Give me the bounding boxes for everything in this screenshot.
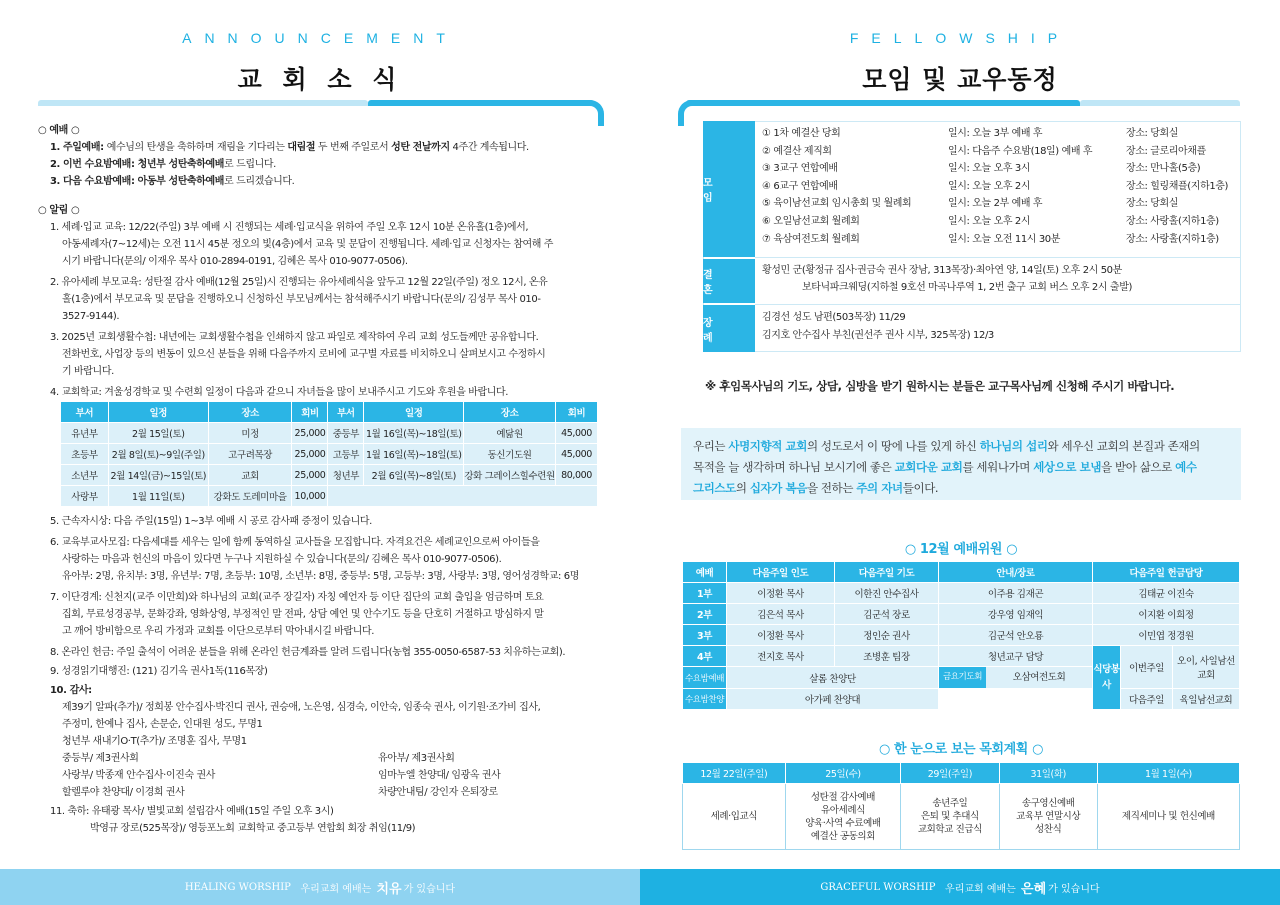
fellowship-title: 모임 및 교우동정: [862, 65, 1058, 94]
announcement-title: 교 회 소 식: [237, 65, 403, 94]
worship-line-1: 1. 주일예배: 예수님의 탄생을 축하하며 재림을 기다리는 대림절 두 번째 주일로서 성탄 전날까지 4주간 계속됩니다.: [50, 142, 529, 153]
wr-cell: 김은석 목사: [727, 604, 835, 625]
plan-th: 25일(수): [785, 763, 901, 784]
group-cell: 장소: 사랑홀(지하1층): [1126, 233, 1219, 245]
plan-title: ○ 한 눈으로 보는 목회계획 ○: [878, 742, 1044, 757]
wr-cell: 육일남선교회: [1173, 689, 1240, 710]
group-cell: ① 1차 예결산 당회: [762, 128, 841, 139]
wr-cell: 이정환 목사: [727, 625, 835, 646]
notice-9: 9. 성경읽기대행진: (121) 김기옥 권사1독(116목장): [50, 666, 268, 677]
edu-cell: 유년부: [61, 423, 109, 444]
group-cell: 일시: 오늘 오후 2시: [948, 180, 1031, 192]
plan-table: [682, 762, 1240, 850]
notice-2-line-2: 홀(1층)에서 부모교육 및 문답을 진행하오니 신청하신 부모님께서는 참석해주시기 바랍니다(문의/ 김성무 목사 010-: [62, 294, 541, 305]
edu-cell: 사랑부: [61, 486, 109, 507]
wr-cell: 1부: [683, 583, 727, 604]
notice-7-line-2: 집회, 무료성경공부, 문화강좌, 영화상영, 부정적인 말 전파, 상담 예언 및 안수기도 등을 단호히 거절하고 방심하지 말: [62, 609, 544, 620]
notice-11-line-1: 11. 축하: 유태광 목사/ 별빛교회 설립감사 예배(15일 주일 오후 3시): [50, 806, 334, 817]
thanks-row: 중등부/ 제3권사회 유아부/ 제3권사회: [62, 753, 455, 764]
wr-cell: 김태균 이진숙: [1093, 583, 1240, 604]
wr-cell: 청년교구 담당: [939, 646, 1093, 667]
wr-cell: 3부: [683, 625, 727, 646]
notice-3-line-1: 3. 2025년 교회생활수첩: 내년에는 교회생활수첩을 인쇄하지 않고 파일로 제작하여 우리 교회 성도들께만 공유합니다.: [50, 332, 539, 343]
edu-cell: 1월 16일(목)~18일(토): [364, 444, 464, 465]
plan-header-row: [683, 763, 1240, 784]
group-cell: 일시: 오늘 오후 3시: [948, 163, 1031, 175]
group-cell: 장소: 당회실: [1126, 198, 1179, 210]
notice-6-line-1: 6. 교육부교사모집: 다음세대를 세우는 일에 함께 동역하실 교사들을 모집합니다. 자격요건은 세례교인으로써 아이들을: [50, 537, 540, 548]
notice-6-line-2: 사랑하는 마음과 헌신의 마음이 있다면 누구나 지원하실 수 있습니다(문의/ 김혜은 목사 010-9077-0506).: [62, 554, 502, 565]
group-cell: 일시: 다음주 수요밤(18일) 예배 후: [948, 145, 1093, 157]
notice-2-line-3: 3527-9144).: [62, 311, 120, 322]
edu-cell: 80,000: [555, 465, 597, 486]
wr-header-row: [683, 562, 1240, 583]
group-cell: ⑤ 육이남선교회 임시총회 및 월례회: [762, 198, 912, 210]
wedding-label: 결 혼: [703, 259, 755, 303]
notice-4: 4. 교회학교: 겨울성경학교 및 수련회 일정이 다음과 같으니 자녀들을 많이 보내주시고 기도와 후원을 바랍니다.: [50, 387, 509, 398]
edu-th: 일정: [108, 402, 208, 423]
edu-cell: 중등부: [328, 423, 364, 444]
group-cell: ⑥ 오일남선교회 월례회: [762, 216, 860, 227]
wr-cell: 김군석 장로: [835, 604, 939, 625]
edu-cell: 45,000: [555, 423, 597, 444]
wr-cell: 정인순 권사: [835, 625, 939, 646]
wr-cell: 수요밤찬양: [683, 689, 727, 710]
worship-committee-table: [682, 561, 1240, 710]
table-row: [683, 689, 1240, 710]
edu-th: 회비: [292, 402, 328, 423]
wedding-line-1: 황성민 군(황정규 집사·권금숙 권사 장남, 313목장)·최아연 양, 14일(토) 오후 2시 50분: [762, 265, 1122, 276]
edu-cell: 고구려목장: [208, 444, 292, 465]
thanks-row: 사랑부/ 박종재 안수집사·이진숙 권사 임마누엘 찬양대/ 임광옥 권사: [62, 770, 501, 781]
wr-cell: 이번주일: [1121, 646, 1173, 689]
edu-cell: 10,000: [292, 486, 328, 507]
wr-cell: 이민엽 정경원: [1093, 625, 1240, 646]
announcement-en-title: ANNOUNCEMENT: [182, 30, 458, 46]
groups-label: 모 임: [703, 121, 755, 257]
group-cell: 장소: 당회실: [1126, 128, 1179, 139]
wr-cell: 2부: [683, 604, 727, 625]
vision-statement: 우리는 사명지향적 교회의 성도로서 이 땅에 나를 있게 하신 하나님의 섭리와 세우신 교회의 본질과 존재의 목적을 늘 생각하며 하나님 보시기에 좋은 교회다운 교회를 세워나가며 세상으로 보냄을 받아 삶으로 예수 그리스도의 십자가 복음을 전하는 주의 자녀들이다.: [681, 428, 1241, 500]
table-row: [61, 486, 598, 507]
thanks-line-3: 청년부 새내기O·T(추가)/ 조명훈 집사, 무명1: [62, 736, 247, 747]
edu-th: 장소: [464, 402, 556, 423]
edu-cell: 1월 16일(목)~18일(토): [364, 423, 464, 444]
plan-cell: 제직세미나 및 헌신예배: [1097, 784, 1239, 850]
notice-7-line-3: 고 깨어 방비함으로 우리 가정과 교회를 이단으로부터 막아내시길 바랍니다.: [62, 626, 375, 637]
worship-committee-title: ○ 12월 예배위원 ○: [904, 542, 1018, 557]
edu-th: 장소: [208, 402, 292, 423]
footer-right: GRACEFUL WORSHIP 우리교회 예배는 은혜 가 있습니다: [640, 869, 1280, 905]
plan-th: 31일(화): [999, 763, 1097, 784]
plan-th: 12월 22일(주일): [683, 763, 786, 784]
group-cell: ⑦ 육삼여전도회 월례회: [762, 233, 860, 245]
notice-7-line-1: 7. 이단경계: 신천지(교주 이만희)와 하나님의 교회(교주 장길자) 자칭 예언자 등 이단 집단의 교회 출입을 엄금하며 토요: [50, 592, 544, 603]
friday-prayer-label: 금요기도회: [939, 667, 986, 688]
wr-cell: 조병훈 팀장: [835, 646, 939, 667]
left-bar-blue: [368, 100, 594, 106]
notice-section-title: ○ 알림 ○: [38, 205, 80, 216]
fellowship-en-title: FELLOWSHIP: [849, 30, 1071, 46]
group-cell: 장소: 사랑홀(지하1층): [1126, 216, 1219, 227]
worship-section-title: ○ 예배 ○: [38, 125, 80, 136]
edu-header-row: [61, 402, 598, 423]
edu-cell: 청년부: [328, 465, 364, 486]
wr-cell: 이지환 이희정: [1093, 604, 1240, 625]
wr-cell: 전지호 목사: [727, 646, 835, 667]
group-cell: 일시: 오늘 오후 2시: [948, 216, 1031, 227]
edu-cell: 고등부: [328, 444, 364, 465]
edu-th: 부서: [61, 402, 109, 423]
funeral-line-1: 김경선 성도 남편(503목장) 11/29: [762, 312, 906, 323]
wr-th: 예배: [683, 562, 727, 583]
left-bar-light: [38, 100, 368, 106]
thanks-row: 할렐루야 찬양대/ 이경희 권사 차량안내팀/ 강인자 은퇴장로: [62, 787, 498, 798]
wr-cell: 4부: [683, 646, 727, 667]
wr-cell: 이정환 목사: [727, 583, 835, 604]
wr-th: 안내/장로: [939, 562, 1093, 583]
wr-cell: 강우영 임재익: [939, 604, 1093, 625]
edu-cell: 강화도 도레미마을: [208, 486, 292, 507]
table-row: [61, 465, 598, 486]
notice-1-line-1: 1. 세례·입교 교육: 12/22(주일) 3부 예배 시 진행되는 세례·입교식을 위하여 주일 오후 12시 10분 온유홀(1층)에서,: [50, 222, 529, 233]
edu-cell: 미정: [208, 423, 292, 444]
notice-11-line-2: 박영규 장로(525목장)/ 영등포노회 교회학교 중고등부 연합회 회장 취임(11/9): [90, 823, 416, 834]
edu-cell: 1월 11일(토): [108, 486, 208, 507]
group-cell: 일시: 오늘 오전 11시 30분: [948, 233, 1061, 245]
edu-cell: 25,000: [292, 423, 328, 444]
wr-th: 다음주일 기도: [835, 562, 939, 583]
wr-cell: 오이, 사일남선교회: [1173, 646, 1240, 689]
edu-cell: 2월 15일(토): [108, 423, 208, 444]
wr-cell: 살롬 찬양단: [727, 667, 939, 689]
wr-cell-empty: [939, 689, 1093, 710]
pastor-notice: ※ 후임목사님의 기도, 상담, 심방을 받기 원하시는 분들은 교구목사님께 신청해 주시기 바랍니다.: [705, 379, 1175, 393]
wr-cell: 이주용 김재곤: [939, 583, 1093, 604]
worship-line-3: 3. 다음 수요밤예배: 아동부 성탄축하예배로 드리겠습니다.: [50, 176, 295, 187]
edu-cell: 예닮원: [464, 423, 556, 444]
group-cell: 장소: 글로리아채플: [1126, 145, 1206, 157]
notice-10: 10. 감사:: [50, 685, 92, 696]
edu-th: 일정: [364, 402, 464, 423]
table-row: [61, 444, 598, 465]
edu-cell: 강화 그레이스힐수련원: [464, 465, 556, 486]
announcement-body: [38, 118, 598, 837]
thanks-line-1: 제39기 알파(추가)/ 정희봉 안수집사·박진디 권사, 권승애, 노은영, 심경숙, 이안숙, 임종숙 권사, 이기원·조가비 집사,: [62, 702, 541, 713]
group-cell: 일시: 오늘 2부 예배 후: [948, 198, 1043, 210]
wedding-line-2: 보타닉파크웨딩(지하철 9호선 마곡나루역 1, 2번 출구 교회 버스 오후 2시 출발): [802, 282, 1132, 293]
plan-cell: 세례·입교식: [683, 784, 786, 850]
wr-cell: 금요기도회 오삼여전도회: [939, 667, 1093, 689]
plan-cell: 송구영신예배 교육부 연말시상 성찬식: [999, 784, 1097, 850]
edu-th: 회비: [555, 402, 597, 423]
notice-3-line-3: 기 바랍니다.: [62, 366, 114, 377]
edu-cell: 25,000: [292, 444, 328, 465]
thanks-line-2: 주정미, 한예나 집사, 손문순, 인대원 성도, 무명1: [62, 719, 263, 730]
edu-cell: 45,000: [555, 444, 597, 465]
edu-cell: 초등부: [61, 444, 109, 465]
right-bar-blue: [686, 100, 1080, 106]
wr-th: 다음주일 인도: [727, 562, 835, 583]
church-school-table: [60, 401, 598, 507]
plan-th: 29일(주일): [901, 763, 999, 784]
right-bar-curve: [678, 100, 694, 126]
notice-6-line-3: 유아부: 2명, 유치부: 3명, 유년부: 7명, 초등부: 10명, 소년부: 8명, 중등부: 5명, 고등부: 3명, 사랑부: 3명, 영어성경학교: 6명: [62, 571, 579, 582]
table-row: [683, 583, 1240, 604]
edu-cell-empty: [328, 486, 598, 507]
funeral-line-2: 김지호 안수집사 부친(권선주 권사 시부, 325목장) 12/3: [762, 330, 994, 341]
wr-th: 다음주일 헌금담당: [1093, 562, 1240, 583]
wr-cell: 이한진 안수집사: [835, 583, 939, 604]
notice-5: 5. 근속자시상: 다음 주일(15일) 1~3부 예배 시 공로 감사패 증정이 있습니다.: [50, 516, 372, 527]
meal-service-label: 식당봉사: [1093, 646, 1121, 710]
worship-line-2: 2. 이번 수요밤예배: 청년부 성탄축하예배로 드립니다.: [50, 159, 276, 170]
notice-1-line-3: 시기 바랍니다(문의/ 이재우 목사 010-2894-0191, 김혜은 목사 010-9077-0506).: [62, 256, 408, 267]
notice-1-line-2: 아동세례자(7~12세)는 오전 11시 45분 정오의 빛(4층)에서 교육 및 문답이 진행됩니다. 세례·입교 신청자는 참여해 주: [62, 239, 554, 250]
notice-2-line-1: 2. 유아세례 부모교육: 성탄절 감사 예배(12월 25일)시 진행되는 유아세례식을 앞두고 12월 22일(주일) 정오 12시, 온유: [50, 277, 548, 288]
divider: [755, 304, 1241, 305]
group-cell: 장소: 만나홀(5층): [1126, 163, 1201, 175]
footer-left: HEALING WORSHIP 우리교회 예배는 치유 가 있습니다: [0, 869, 640, 905]
group-cell: 일시: 오늘 3부 예배 후: [948, 128, 1043, 139]
funeral-label: 장 례: [703, 305, 755, 352]
edu-th: 부서: [328, 402, 364, 423]
table-row: [683, 625, 1240, 646]
right-bar-light: [1080, 100, 1240, 106]
plan-th: 1월 1일(수): [1097, 763, 1239, 784]
wr-cell: 수요밤예배: [683, 667, 727, 689]
divider: [755, 257, 1241, 258]
plan-cell: 송년주일 은퇴 및 추대식 교회학교 진급식: [901, 784, 999, 850]
edu-cell: 25,000: [292, 465, 328, 486]
table-row: [683, 604, 1240, 625]
wr-cell: 김군석 안오룡: [939, 625, 1093, 646]
notice-8: 8. 온라인 헌금: 주일 출석이 어려운 분들을 위해 온라인 헌금계좌를 알려 드립니다(농협 355-0050-6587-53 치유하는교회).: [50, 647, 566, 658]
plan-cell: 성탄절 감사예배 유아세례식 양육·사역 수료예배 예결산 공동의회: [785, 784, 901, 850]
wr-cell: 아가페 찬양대: [727, 689, 939, 710]
table-row: [61, 423, 598, 444]
wr-cell: 다음주일: [1121, 689, 1173, 710]
group-cell: ② 예결산 제직회: [762, 145, 832, 157]
edu-cell: 교회: [208, 465, 292, 486]
table-row: [683, 784, 1240, 850]
table-row: [683, 646, 1240, 667]
group-cell: ④ 6교구 연합예배: [762, 180, 838, 192]
notice-3-line-2: 전화번호, 사업장 등의 변동이 있으신 분들을 위해 다음주까지 로비에 교구별 자료를 비치하오니 살펴보시고 수정하시: [62, 349, 546, 360]
group-cell: 장소: 힐링채플(지하1층): [1126, 180, 1229, 192]
edu-cell: 2월 8일(토)~9일(주일): [108, 444, 208, 465]
group-cell: ③ 3교구 연합예배: [762, 163, 838, 175]
edu-cell: 소년부: [61, 465, 109, 486]
edu-cell: 2월 6일(목)~8일(토): [364, 465, 464, 486]
edu-cell: 동신기도원: [464, 444, 556, 465]
edu-cell: 2월 14일(금)~15일(토): [108, 465, 208, 486]
